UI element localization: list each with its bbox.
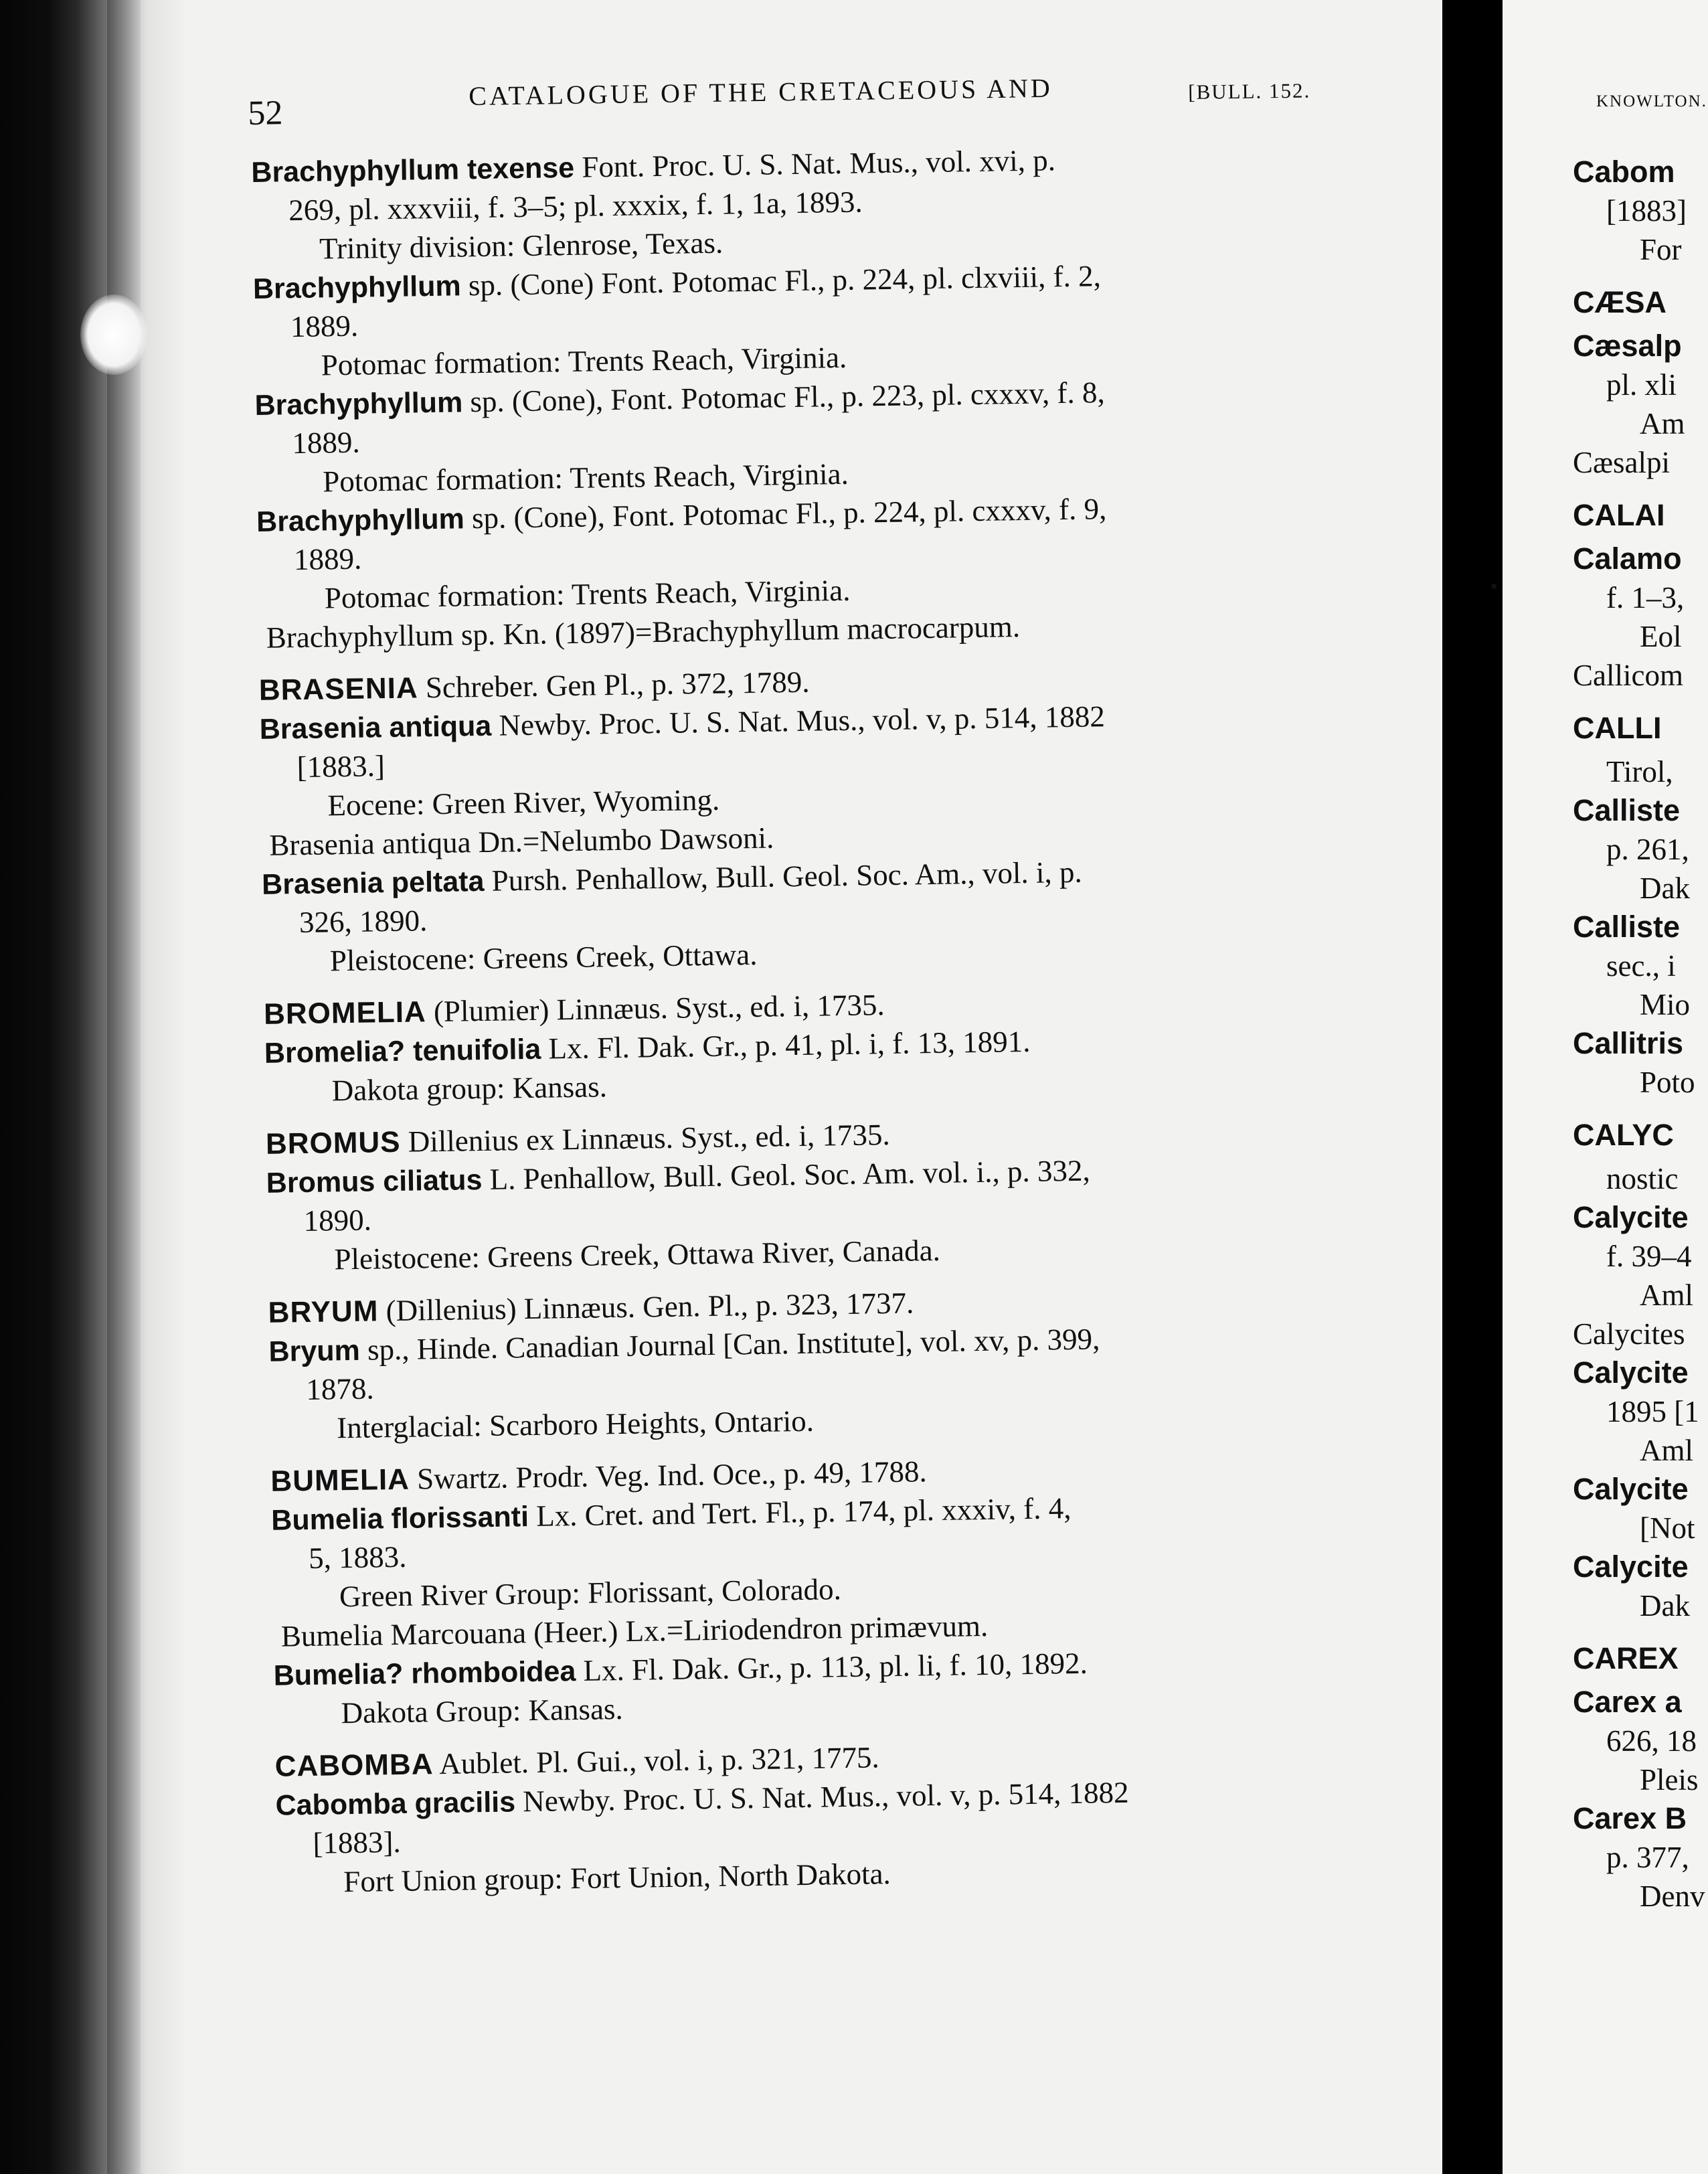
- citation-text: Lx. Fl. Dak. Gr., p. 41, pl. i, f. 13, 1891.: [540, 1024, 1031, 1066]
- catalogue-entries: [251, 137, 1361, 1902]
- citation-text: sp. (Cone), Font. Potomac Fl., p. 224, pl. cxxxv, f. 9,: [464, 492, 1107, 535]
- citation-text: Font. Proc. U. S. Nat. Mus., vol. xvi, p.: [574, 143, 1056, 184]
- right-page-line: Calamo: [1573, 541, 1682, 576]
- locality-line: Fort Union group: Fort Union, North Dakota.: [343, 1857, 891, 1899]
- right-page-line: Denv: [1640, 1879, 1705, 1913]
- right-page-line: CALLI: [1573, 711, 1662, 745]
- genus-name: BROMUS: [265, 1125, 401, 1161]
- right-page-line: sec., i: [1606, 949, 1676, 983]
- right-page-line: Carex a: [1573, 1685, 1682, 1719]
- citation-text: Aublet. Pl. Gui., vol. i, p. 321, 1775.: [433, 1740, 880, 1781]
- citation-text: sp. (Cone) Font. Potomac Fl., p. 224, pl. clxviii, f. 2,: [460, 259, 1102, 303]
- citation-text: Swartz. Prodr. Veg. Ind. Oce., p. 49, 1788.: [409, 1454, 927, 1496]
- citation-text: (Plumier) Linnæus. Syst., ed. i, 1735.: [426, 988, 885, 1029]
- species-name: Cabomba gracilis: [275, 1786, 516, 1822]
- genus-name: BUMELIA: [270, 1462, 410, 1498]
- locality-line: Trinity division: Glenrose, Texas.: [319, 226, 723, 266]
- right-page-line: Am: [1640, 407, 1685, 440]
- genus-name: BRYUM: [268, 1294, 379, 1329]
- species-name: Bromus ciliatus: [266, 1164, 483, 1199]
- right-page-entries: [1573, 153, 1705, 1916]
- locality-line: Dakota Group: Kansas.: [341, 1692, 624, 1730]
- species-name: Brasenia antiqua: [259, 709, 492, 746]
- locality-line: Eocene: Green River, Wyoming.: [327, 782, 720, 823]
- citation-text: Lx. Fl. Dak. Gr., p. 113, pl. li, f. 10, 1892.: [575, 1646, 1088, 1688]
- right-page-line: CAREX: [1573, 1641, 1679, 1675]
- right-page-line: Cæsalpi: [1573, 446, 1671, 479]
- genus-name: BRASENIA: [258, 671, 419, 707]
- citation-continuation-line: 1889.: [290, 309, 359, 344]
- right-page-line: [1883]: [1606, 194, 1687, 228]
- right-page-line: Pleis: [1640, 1763, 1699, 1796]
- right-page-line: Cæsalp: [1573, 329, 1682, 363]
- synonym-line: Brachyphyllum sp. Kn. (1897)=Brachyphyllum macrocarpum.: [266, 610, 1021, 655]
- species-name: Brachyphyllum: [252, 270, 461, 305]
- right-page-line: Calycite: [1573, 1355, 1689, 1390]
- right-page-line: Tirol,: [1606, 755, 1673, 788]
- locality-line: Interglacial: Scarboro Heights, Ontario.: [336, 1404, 815, 1445]
- right-page-line: CÆSA: [1573, 285, 1667, 319]
- right-page-line: CALAI: [1573, 498, 1665, 532]
- right-page-line: Calycite: [1573, 1472, 1689, 1506]
- right-page-line: p. 377,: [1606, 1841, 1689, 1874]
- right-page-line: CALYC: [1573, 1118, 1674, 1152]
- paper-blemish: [80, 295, 147, 375]
- running-title: CATALOGUE OF THE CRETACEOUS AND: [468, 72, 1053, 111]
- right-page-line: [Not: [1640, 1511, 1695, 1545]
- citation-continuation-line: 1889.: [293, 541, 362, 577]
- citation-continuation-line: [1883.]: [296, 749, 386, 784]
- citation-text: L. Penhallow, Bull. Geol. Soc. Am. vol. i., p. 332,: [482, 1153, 1090, 1197]
- citation-continuation-line: [1883].: [313, 1825, 402, 1860]
- page-number: 52: [248, 94, 283, 133]
- right-page-line: Calliste: [1573, 910, 1681, 944]
- citation-text: Lx. Cret. and Tert. Fl., p. 174, pl. xxxiv, f. 4,: [528, 1491, 1072, 1533]
- right-page-line: p. 261,: [1606, 833, 1689, 866]
- right-page-line: f. 1–3,: [1606, 581, 1685, 614]
- right-page-line: Dak: [1640, 1589, 1690, 1622]
- citation-text: Schreber. Gen Pl., p. 372, 1789.: [418, 665, 810, 705]
- right-page-line: Calycite: [1573, 1550, 1689, 1584]
- synonym-line: Bumelia Marcouana (Heer.) Lx.=Liriodendron primævum.: [280, 1608, 989, 1653]
- citation-continuation-line: 1890.: [303, 1203, 372, 1238]
- citation-continuation-line: 326, 1890.: [298, 904, 428, 940]
- right-page-line: nostic: [1606, 1162, 1679, 1195]
- bulletin-reference: [BULL. 152.: [1188, 78, 1311, 104]
- citation-text: Pursh. Penhallow, Bull. Geol. Soc. Am., vol. i, p.: [484, 855, 1082, 898]
- right-page-line: pl. xli: [1606, 368, 1677, 402]
- species-name: Bumelia florissanti: [270, 1501, 529, 1537]
- citation-text: Newby. Proc. U. S. Nat. Mus., vol. v, p. 514, 1882: [491, 699, 1106, 742]
- species-name: Bumelia? rhomboidea: [273, 1655, 576, 1692]
- species-name: Brachyphyllum: [256, 503, 465, 538]
- locality-line: Pleistocene: Greens Creek, Ottawa.: [329, 937, 758, 978]
- species-name: Bromelia? tenuifolia: [264, 1033, 541, 1070]
- right-page-line: Calycite: [1573, 1200, 1689, 1234]
- right-page-line: Dak: [1640, 871, 1690, 905]
- species-name: Brachyphyllum texense: [251, 151, 575, 189]
- right-book-page: [1503, 0, 1708, 2174]
- right-page-line: Poto: [1640, 1066, 1695, 1099]
- citation-continuation-line: 269, pl. xxxviii, f. 3–5; pl. xxxix, f. 1, 1a, 1893.: [288, 185, 863, 228]
- species-name: Brasenia peltata: [261, 865, 485, 901]
- right-page-line: Callicom: [1573, 659, 1683, 692]
- locality-line: Potomac formation: Trents Reach, Virginia.: [322, 456, 849, 499]
- right-page-line: Callitris: [1573, 1026, 1684, 1060]
- right-page-line: Calliste: [1573, 793, 1681, 827]
- locality-line: Green River Group: Florissant, Colorado.: [339, 1572, 842, 1614]
- locality-line: Dakota group: Kansas.: [331, 1070, 608, 1108]
- right-page-line: Calycites: [1573, 1317, 1685, 1351]
- right-page-line: f. 39–4: [1606, 1240, 1692, 1273]
- right-page-line: Aml: [1640, 1278, 1694, 1312]
- right-page-line: 1895 [1: [1606, 1395, 1699, 1428]
- species-name: Bryum: [268, 1334, 361, 1368]
- locality-line: Potomac formation: Trents Reach, Virginia.: [324, 573, 851, 615]
- citation-continuation-line: 1878.: [306, 1371, 375, 1406]
- locality-line: Potomac formation: Trents Reach, Virginia.: [321, 340, 847, 382]
- right-page-line: Cabom: [1573, 155, 1675, 189]
- citation-text: sp., Hinde. Canadian Journal [Can. Institute], vol. xv, p. 399,: [359, 1322, 1100, 1367]
- citation-continuation-line: 1889.: [292, 425, 361, 461]
- ink-speck: [1491, 584, 1497, 589]
- right-page-line: 626, 18: [1606, 1724, 1697, 1758]
- citation-text: (Dillenius) Linnæus. Gen. Pl., p. 323, 1737.: [378, 1286, 914, 1328]
- citation-text: Dillenius ex Linnæus. Syst., ed. i, 1735.: [400, 1118, 891, 1159]
- locality-line: Pleistocene: Greens Creek, Ottawa River, Canada.: [334, 1233, 941, 1276]
- citation-text: sp. (Cone), Font. Potomac Fl., p. 223, pl. cxxxv, f. 8,: [462, 375, 1106, 419]
- synonym-line: Brasenia antiqua Dn.=Nelumbo Dawsoni.: [268, 821, 774, 862]
- page-gutter: [1442, 0, 1503, 2174]
- genus-name: BROMELIA: [263, 995, 427, 1031]
- right-page-line: Carex B: [1573, 1801, 1687, 1835]
- right-page-header: KNOWLTON.: [1596, 92, 1707, 110]
- right-page-line: For: [1640, 233, 1682, 266]
- genus-name: CABOMBA: [274, 1748, 434, 1783]
- right-page-line: Mio: [1640, 988, 1691, 1021]
- right-page-line: Eol: [1640, 620, 1682, 653]
- citation-continuation-line: 5, 1883.: [308, 1539, 407, 1575]
- right-page-line: Aml: [1640, 1434, 1694, 1467]
- species-name: Brachyphyllum: [254, 386, 463, 422]
- citation-text: Newby. Proc. U. S. Nat. Mus., vol. v, p. 514, 1882: [515, 1775, 1129, 1819]
